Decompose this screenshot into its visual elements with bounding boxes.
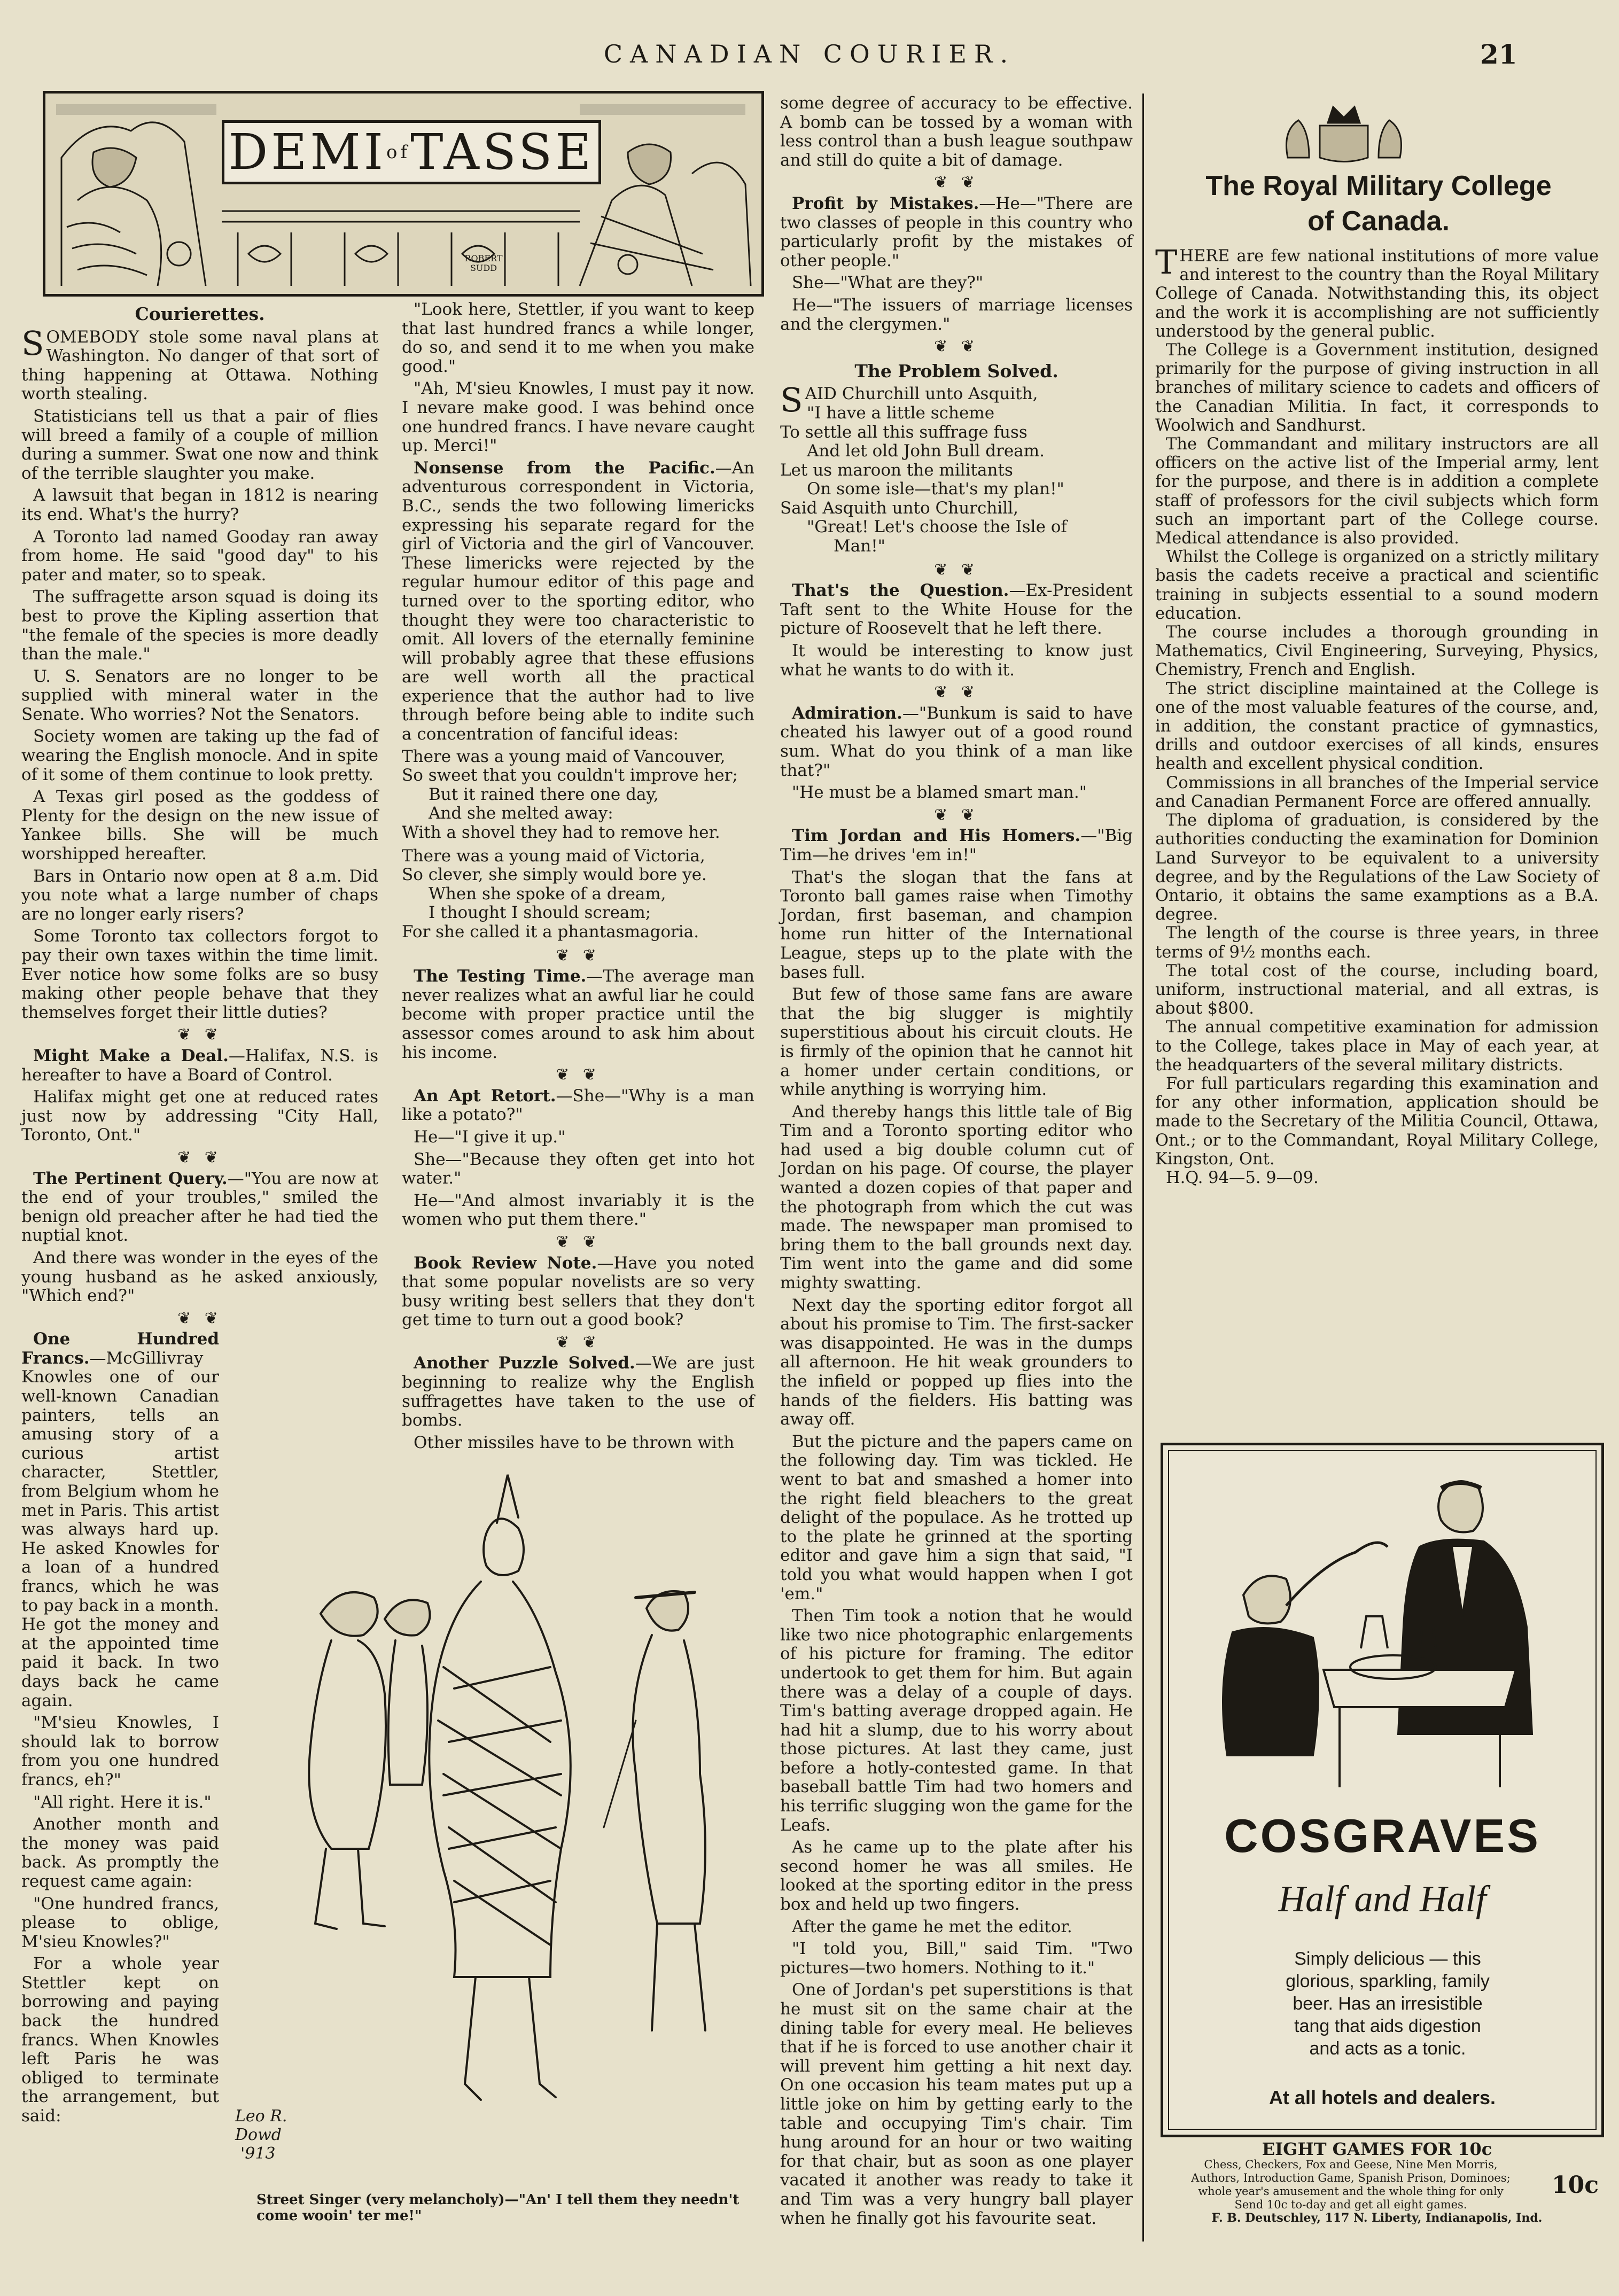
paragraph: One of Jordan's pet superstitions is that he must sit on the same chair at the dining table for every meal. He believes that if he is forced to use another chair it will prevent him getting a hit next day. On one occasion his team mates put up a little joke on him by getting early to the table and occupying Tim's chair. Tim hung around for an hour or two waiting for that chair, but as soon as one player vacated it another was ready to take it and Tim was a very hungry ball player when he finally got his favourite seat. (780, 1980, 1133, 2228)
games-ad-price: 10c (1551, 2171, 1599, 2199)
ornament: ❦ ❦ (177, 1309, 222, 1328)
paragraph: Whilst the College is organized on a strictly military basis the cadets receive a practical and scientific training in subjects essential to a sound modern education. (1155, 548, 1599, 623)
rmc-body (1155, 243, 1599, 1187)
drop-cap: S (780, 380, 803, 420)
signature-line-2: Dowd (235, 2126, 282, 2144)
problem-solved-heading: The Problem Solved. (854, 360, 1058, 382)
paragraph: A Toronto lad named Gooday ran away from home. He said "good day" to his pater and mater, so to speak. (21, 527, 378, 585)
paragraph: Admiration.—"Bunkum is said to have cheated his lawyer out of a good round sum. What do you think of a man like that?" (780, 703, 1133, 780)
street-singer-cartoon (230, 1443, 764, 2169)
paragraph: That's the slogan that the fans at Toronto ball games raise when Timothy Jordan, first baseman, and champion home run hitter of the International League, steps up to the plate with the bases full. (780, 867, 1133, 982)
paragraph: The Commandant and military instructors are all officers on the active list of the Imperial army, lent for the purpose, and there is in addition a complete staff of professors for the civil subjects which form such an important part of the College course. Medical attendance is also provided. (1155, 435, 1599, 548)
ornament: ❦ ❦ (934, 560, 979, 579)
paragraph: "Ah, M'sieu Knowles, I must pay it now. I nevare make good. I was behind once one hundred francs. I have nevare caught up. Merci!" (402, 379, 754, 456)
ornament: ❦ ❦ (934, 337, 979, 356)
paragraph: But few of those same fans are aware that the big slugger is mightily superstitious about his circuit clouts. He is firmly of the opinion that he cannot hit a homer under certain conditions, or while anything is worrying him. (780, 985, 1133, 1100)
paragraph: For full particulars regarding this examination and for any other information, application should be made to the Secretary of the Militia Council, Ottawa, Ont.; or to the Commandant, Royal Military College, Kingston, Ont. (1155, 1074, 1599, 1169)
paragraph: That's the Question.—Ex-President Taft sent to the White House for the picture of Roosevelt that he left there. (780, 581, 1133, 639)
paragraph: Some Toronto tax collectors forgot to pay their own taxes within the time limit. Ever notice how some folks are so busy making other people behave that they themselves forget their little duties? (21, 927, 378, 1022)
item-heading: An Apt Retort. (414, 1086, 556, 1106)
rmc-title: The Royal Military College of Canada. (1205, 170, 1552, 237)
column-2 (402, 300, 754, 1456)
ad-brand-name: COSGRAVES (1224, 1809, 1540, 1862)
page-header-title: CANADIAN COURIER. (603, 40, 1016, 68)
item-heading: The Pertinent Query. (33, 1169, 228, 1188)
paragraph: The annual competitive examination for admission to the College, takes place in May of each year, at the headquarters of the several military districts. (1155, 1018, 1599, 1075)
paragraph: The strict discipline maintained at the College is one of the most valuable features of the course, and, in addition, the constant practice of gymnastics, drills and outdoor exercises of all kinds, ensures health and excellent physical condition. (1155, 679, 1599, 774)
paragraph: Bars in Ontario now open at 8 a.m. Did you note what a large number of chaps are no longer early risers? (21, 866, 378, 924)
paragraph: Halifax might get one at reduced rates just now by addressing "City Hall, Toronto, Ont." (21, 1087, 378, 1145)
paragraph: One Hundred Francs.—McGillivray Knowles one of our well-known Canadian painters, tells an amusing story of a curious artist character, Stettler, from Belgium whom he met in Paris. This artist was always hard up. He asked Knowles for a loan of a hundred francs, which he was to pay back in a month. He got the money and at the appointed time paid it back. In two days back he came again. (21, 1329, 219, 1710)
paragraph: The College is a Government institution, designed primarily for the purpose of giving instruction in all branches of military science to cadets and officers of the Canadian Militia. In fact, it corresponds to Woolwich and Sandhurst. (1155, 341, 1599, 435)
paragraph: The Pertinent Query.—"You are now at the end of your troubles," smiled the benign old preacher after he had tied the nuptial knot. (21, 1169, 378, 1246)
paragraph: "He must be a blamed smart man." (792, 783, 1087, 803)
hundred-francs-story (21, 1330, 219, 2126)
ornament: ❦ ❦ (556, 1333, 601, 1352)
signature-line-1: Leo R. (235, 2107, 287, 2126)
item-heading: The Testing Time. (414, 967, 587, 986)
paragraph: "I told you, Bill," said Tim. "Two pictures—two homers. Nothing to it." (780, 1939, 1133, 1978)
rmc-code: H.Q. 94—5. 9—09. (1166, 1168, 1319, 1187)
ornament: ❦ ❦ (177, 1025, 222, 1045)
paragraph: For a whole year Stettler kept on borrowing and paying back the hundred francs. When Knowles left Paris he was obliged to terminate the arrangement, but said: (21, 1954, 219, 2126)
paragraph: A lawsuit that began in 1812 is nearing its end. What's the hurry? (21, 486, 378, 524)
paragraph: But the picture and the papers came on the following day. Tim was tickled. He went to bat and smashed a homer into the right field bleachers to the great delight of the populace. As he trotted up to the plate he grinned at the sporting editor and gave him a sign that said, "I told you what would happen when I got 'em." (780, 1431, 1133, 1604)
item-heading: Might Make a Deal. (33, 1046, 229, 1065)
paragraph: After the game he met the editor. (792, 1917, 1072, 1936)
paragraph: some degree of accuracy to be effective. A bomb can be tossed by a woman with less control than a bush league southpaw and still do quite a bit of damage. (780, 94, 1133, 170)
banner-title-connector: of (386, 142, 411, 163)
page-number: 21 (1480, 38, 1517, 70)
paragraph: U. S. Senators are no longer to be supplied with mineral water in the Senate. Who worries? Not the Senators. (21, 666, 378, 724)
paragraph: Tim Jordan and His Homers.—"Big Tim—he drives 'em in!" (780, 826, 1133, 865)
paragraph: THERE are few national institutions of more value and interest to the country than the Royal Military College of Canada. Notwithstanding this, its object and the work it is accomplishing are not sufficiently understood by the general public. (1155, 243, 1599, 341)
item-heading: Book Review Note. (414, 1253, 597, 1273)
paragraph: "All right. Here it is." (33, 1792, 212, 1812)
item-heading: That's the Question. (792, 581, 1009, 601)
banner-title (222, 120, 601, 184)
paragraph: And thereby hangs this little tale of Big Tim and a Toronto sporting editor who had used a big double column cut of Jordan on his page. Of course, the player wanted a dozen copies of that paper and the photograph from which the cut was made. The newspaper man promised to bring them to the ball grounds next day. Tim went into the game and did some mighty swatting. (780, 1102, 1133, 1293)
paragraph: The suffragette arson squad is doing its best to prove the Kipling assertion that "the female of the species is more deadly than the male." (21, 587, 378, 664)
ad-footer: At all hotels and dealers. (1268, 2087, 1496, 2108)
paragraph: The diploma of graduation, is considered by the authorities conducting the examination for Dominion Land Surveyor to be equivalent to a university degree, and by the Regulations of the Law Society of Ontario, it obtains the same examptions as a B.A. degree. (1155, 811, 1599, 924)
crest-icon (1277, 99, 1411, 163)
paragraph: Nonsense from the Pacific.—An adventurous correspondent in Victoria, B.C., sends the two following limericks expressing his separate regard for the girl of Victoria and the girl of Vancouver. These limericks were rejected by the regular humour editor of this page and turned over to the sporting editor, who thought they were too characteristic to omit. All lovers of the eternally feminine will probably agree that these effusions are well worth all the practical experience that the author had to live through before being able to indite such a concentration of fanciful ideas: (402, 458, 754, 744)
ornament: ❦ ❦ (556, 1232, 601, 1251)
paragraph: He—"And almost invariably it is the women who put them there." (402, 1190, 754, 1229)
column-divider (1142, 94, 1144, 2241)
cartoon-caption: Street Singer (very melancholy)—"An' I tell them they needn't come wooin' ter me!" (256, 2192, 740, 2224)
paragraph: As he came up to the plate after his second homer he was all smiles. He looked at the sporting editor in the press box and held up two fingers. (780, 1838, 1133, 1914)
ornament: ❦ ❦ (934, 173, 979, 192)
paragraph: The length of the course is three years, in three terms of 9½ months each. (1155, 924, 1599, 962)
paragraph: Book Review Note.—Have you noted that some popular novelists are so very busy writing best sellers that they don't get time to turn out a good book? (402, 1253, 754, 1330)
ornament: ❦ ❦ (556, 946, 601, 965)
problem-solved-verse: SAID Churchill unto Asquith, "I have a little scheme To settle all this suffrage fuss And let old John Bull dream. Let us maroon the militants On some isle—that's my plan!" Said Asquith unto Churchill, "Great! Let's choose the Isle of Man!" (780, 380, 1067, 556)
column-3 (780, 94, 1133, 2231)
cartoon-signature (235, 2107, 287, 2163)
cosgraves-ad (1161, 1443, 1604, 2137)
paragraph: Society women are taking up the fad of wearing the English monocle. And in spite of it some of them continue to look pretty. (21, 727, 378, 784)
paragraph: "Look here, Stettler, if you want to keep that last hundred francs a while longer, do so, and send it to me when you make good." (402, 300, 754, 376)
ornament: ❦ ❦ (177, 1148, 222, 1167)
paragraph: "M'sieu Knowles, I should lak to borrow from you one hundred francs, eh?" (21, 1713, 219, 1789)
paragraph: SOMEBODY stole some naval plans at Washington. No danger of that sort of thing happening at Ottawa. Nothing worth stealing. (21, 323, 378, 404)
item-heading: Profit by Mistakes. (792, 193, 979, 213)
item-heading: Nonsense from the Pacific. (414, 458, 715, 478)
ad-illustration (1163, 1456, 1601, 1809)
ornament: ❦ ❦ (556, 1065, 601, 1085)
paragraph: And there was wonder in the eyes of the young husband as he asked anxiously, "Which end?" (21, 1248, 378, 1306)
paragraph: A Texas girl posed as the goddess of Plenty for the design on the new issue of Yankee bills. She will be much worshipped hereafter. (21, 787, 378, 864)
banner-signature: ROBERT SUDD (464, 253, 503, 273)
paragraph: Statisticians tell us that a pair of flies will breed a family of a couple of million during a summer. Swat one now and think of the terrible slaughter you make. (21, 406, 378, 483)
signature-line-3: '913 (240, 2144, 276, 2163)
drop-cap: T (1155, 243, 1178, 282)
ad-copy: Simply delicious — this glorious, sparkling, family beer. Has an irresistible tang that aids digestion and acts as a tonic. (1286, 1949, 1490, 2059)
drop-cap: S (21, 323, 44, 363)
paragraph: It would be interesting to know just what he wants to do with it. (780, 641, 1133, 680)
limerick-vancouver: There was a young maid of Vancouver, So sweet that you couldn't improve her; But it rained there one day, And she melted away: With a shovel they had to remove her. (402, 746, 738, 843)
limerick-victoria: There was a young maid of Victoria, So clever, she simply would bore ye. When she spoke of a dream, I thought I should scream; For she called it a phantasmagoria. (402, 846, 707, 941)
paragraph: She—"What are they?" (792, 273, 984, 293)
games-ad-title: EIGHT GAMES FOR 10c (1262, 2139, 1492, 2159)
ornament: ❦ ❦ (934, 683, 979, 702)
games-ad: EIGHT GAMES FOR 10c Chess, Checkers, Fox and Geese, Nine Men Morris, Authors, Introduction Game, Spanish Prison, Dominoes; whole year's amusement and the whole thing for only Send 10c to-day and get all eight games. 10c F. B. Deutschley, 117 N. Liberty, Indianapolis, Ind. (1155, 2143, 1599, 2225)
cartoon-drawing (230, 1443, 764, 2169)
paragraph: Commissions in all branches of the Imperial service and Canadian Permanent Force are offered annually. (1155, 773, 1599, 811)
paragraph: Then Tim took a notion that he would like two nice photographic enlargements of his picture for framing. The editor undertook to get them for him. But again there was a delay of a couple of days. Tim's batting average dropped again. He had hit a slump, due to his worry about those pictures. At last they came, just before a hotly-contested game. In that baseball battle Tim had two homers and his terrific slugging won the game for the Leafs. (780, 1606, 1133, 1835)
paragraph: Other missiles have to be thrown with (414, 1433, 735, 1452)
paragraph: He—"I give it up." (414, 1127, 566, 1147)
paragraph: He—"The issuers of marriage licenses and the clergymen." (780, 295, 1133, 334)
item-heading: Another Puzzle Solved. (414, 1353, 635, 1373)
paragraph: The Testing Time.—The average man never realizes what an awful liar he could become with proper practice until the assessor comes around to ask him about his income. (402, 967, 755, 1062)
paragraph: Another month and the money was paid back. As promptly the request came again: (21, 1815, 219, 1891)
banner-title-left: DEMI (228, 123, 387, 181)
games-ad-address: F. B. Deutschley, 117 N. Liberty, Indianapolis, Ind. (1211, 2211, 1543, 2225)
item-heading: One Hundred Francs. (21, 1329, 219, 1368)
paragraph: She—"Because they often get into hot water." (402, 1149, 754, 1188)
paragraph: Another Puzzle Solved.—We are just beginning to realize why the English suffragettes have taken to the use of bombs. (402, 1353, 754, 1430)
paragraph: The total cost of the course, including board, uniform, instructional material, and all extras, is about $800. (1155, 961, 1599, 1018)
demi-tasse-banner (43, 91, 764, 297)
banner-title-right: TASSE (410, 123, 595, 181)
paragraph: The course includes a thorough grounding in Mathematics, Civil Engineering, Surveying, Physics, Chemistry, French and English. (1155, 623, 1599, 680)
ornament: ❦ ❦ (934, 805, 979, 824)
paragraph: "One hundred francs, please to oblige, M'sieu Knowles?" (21, 1894, 219, 1951)
item-heading: Tim Jordan and His Homers. (792, 826, 1081, 846)
item-heading: Admiration. (792, 703, 902, 723)
ad-product-name: Half and Half (1278, 1879, 1486, 1920)
paragraph: Profit by Mistakes.—He—"There are two classes of people in this country who particularly profit by the mistakes of other people." (780, 193, 1133, 270)
paragraph: An Apt Retort.—She—"Why is a man like a potato?" (402, 1086, 754, 1125)
paragraph: Might Make a Deal.—Halifax, N.S. is hereafter to have a Board of Control. (21, 1046, 378, 1085)
paragraph: Next day the sporting editor forgot all about his promise to Tim. The first-sacker was disappointed. He was in the dumps all afternoon. He hit weak grounders to the infield or popped up flies into the hands of the fielders. His batting was away off. (780, 1295, 1133, 1429)
courierettes-heading: Courierettes. (135, 303, 265, 324)
